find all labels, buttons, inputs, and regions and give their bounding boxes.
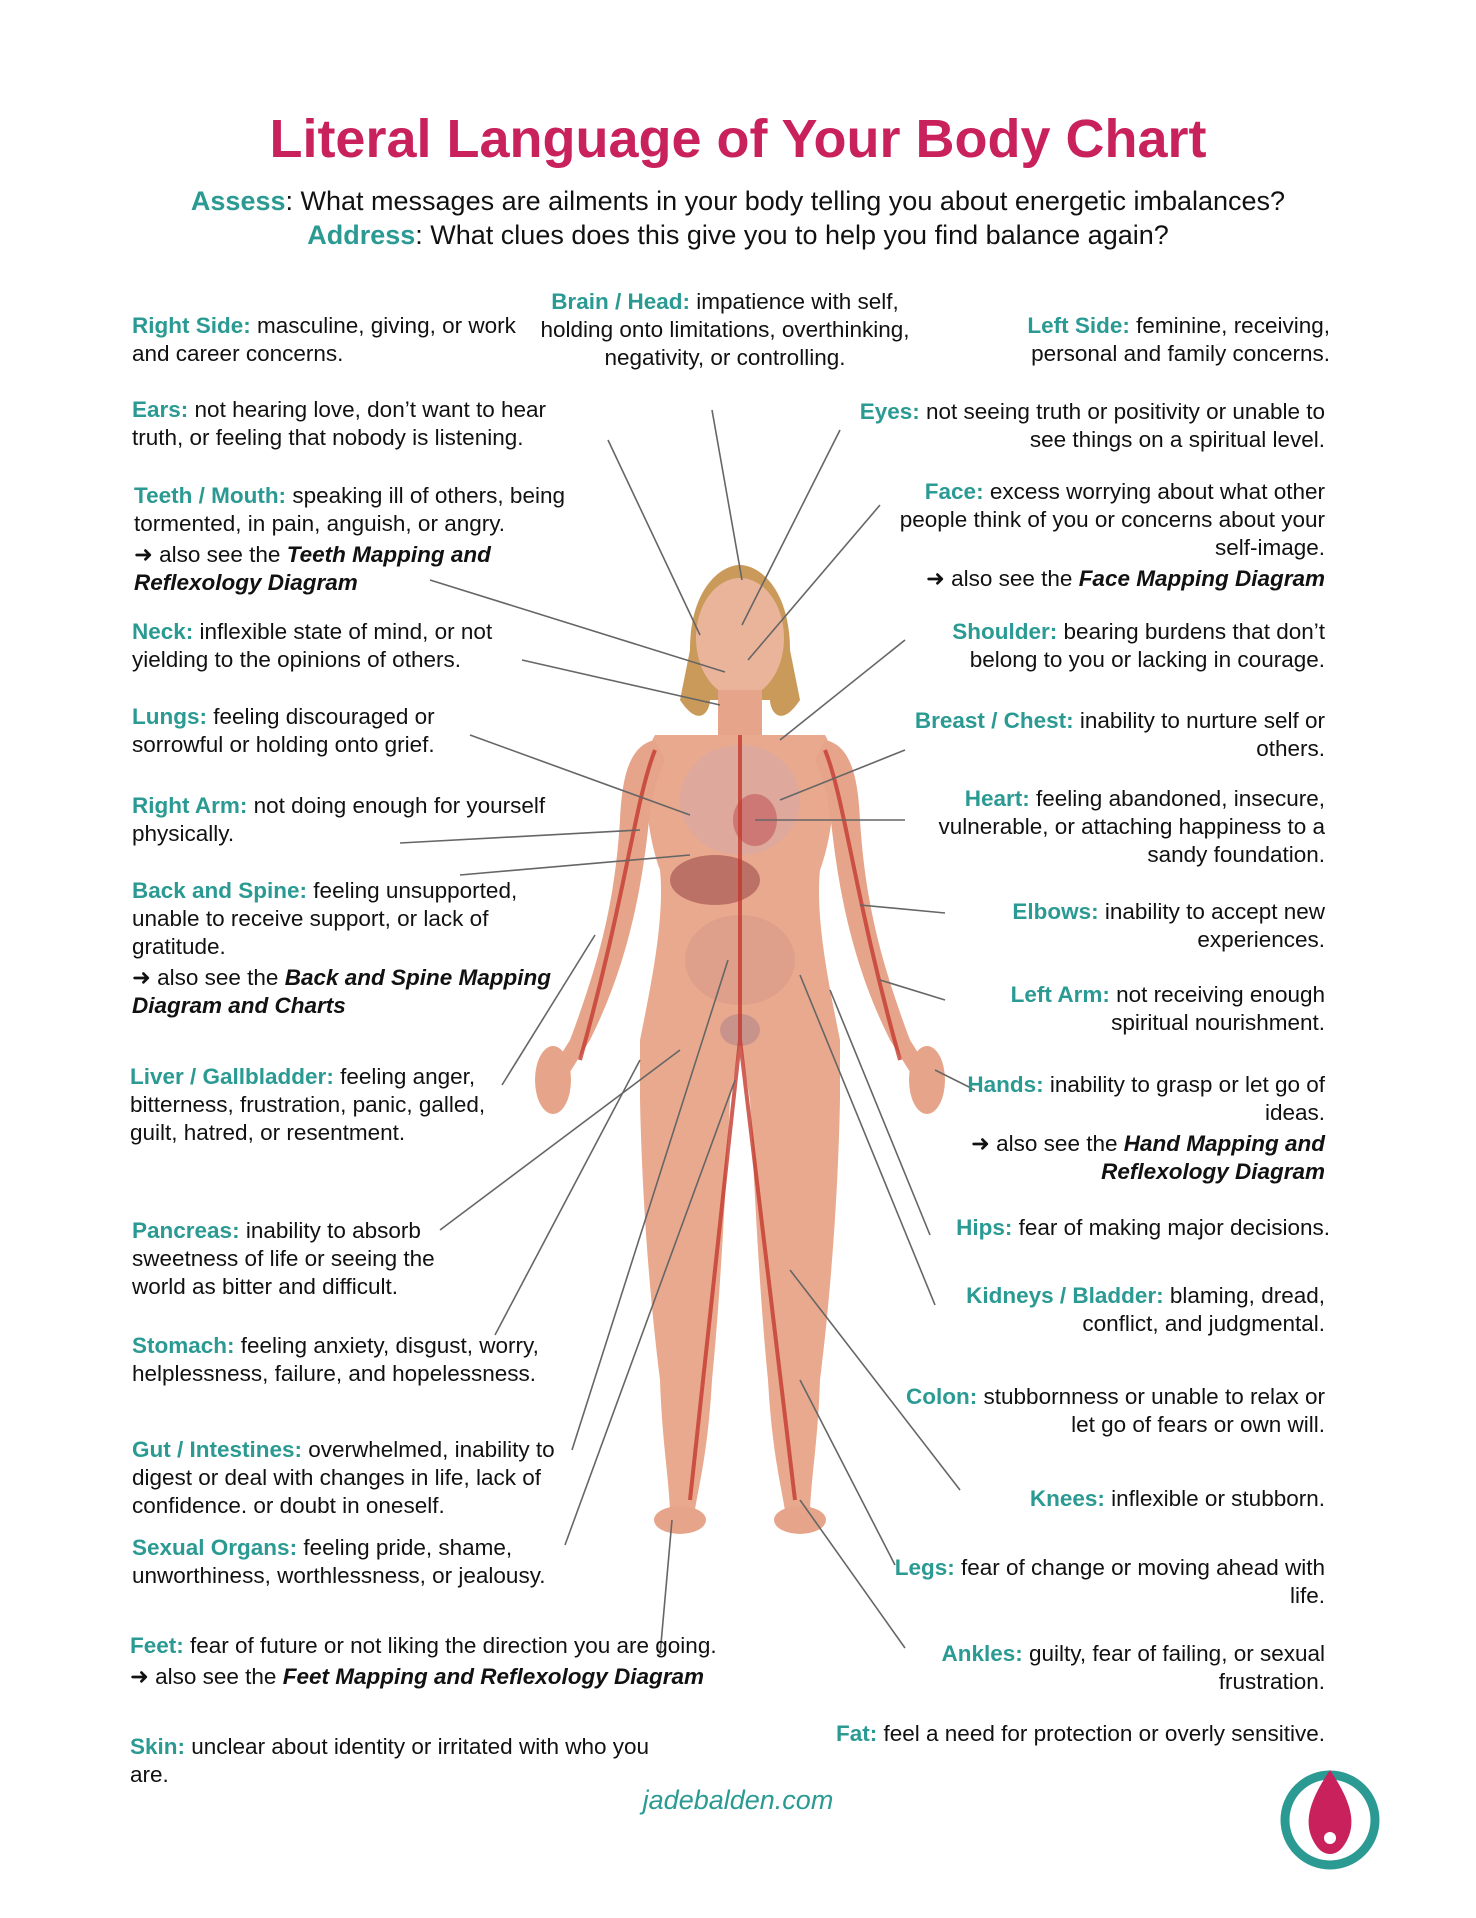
label-name: Kidneys / Bladder: bbox=[966, 1283, 1164, 1308]
page-title: Literal Language of Your Body Chart bbox=[269, 109, 1207, 169]
label-text: overwhelmed, inability to digest or deal with changes in life, lack of confidence. or doubt in oneself. bbox=[132, 1437, 555, 1518]
label-feet bbox=[130, 1632, 770, 1691]
label-text: not hearing love, don’t want to hear truth, or feeling that nobody is listening. bbox=[132, 397, 547, 450]
label-liver-gallbladder bbox=[130, 1063, 520, 1147]
label-hips bbox=[910, 1214, 1330, 1242]
label-name: Knees: bbox=[1029, 1486, 1105, 1511]
label-back-spine bbox=[132, 877, 572, 1020]
label-text: fear of change or moving ahead with life. bbox=[954, 1555, 1325, 1608]
label-eyes bbox=[820, 398, 1325, 454]
label-neck bbox=[132, 618, 552, 674]
label-text: feeling anxiety, disgust, worry, helplessness, failure, and hopelessness. bbox=[132, 1333, 539, 1386]
label-name: Back and Spine: bbox=[132, 878, 308, 903]
label-brain-head bbox=[515, 288, 935, 372]
label-text: inflexible or stubborn. bbox=[1104, 1486, 1325, 1511]
label-text: inflexible state of mind, or not yielding to the opinions of others. bbox=[132, 619, 493, 672]
label-right-arm bbox=[132, 792, 602, 848]
label-name: Right Side: bbox=[132, 313, 251, 338]
assess-text: : What messages are ailments in your body telling you about energetic imbalances? bbox=[285, 186, 1286, 216]
right-foot bbox=[654, 1506, 706, 1534]
label-name: Breast / Chest: bbox=[914, 708, 1074, 733]
label-pancreas bbox=[132, 1217, 472, 1301]
label-text: inability to absorb sweetness of life or seeing the world as bitter and difficult. bbox=[132, 1218, 435, 1299]
label-name: Elbows: bbox=[1012, 899, 1099, 924]
label-gut-intestines bbox=[132, 1436, 572, 1520]
label-text: feminine, receiving, personal and family concerns. bbox=[1031, 313, 1330, 366]
label-name: Fat: bbox=[836, 1721, 878, 1746]
left-leg bbox=[740, 1040, 840, 1510]
label-kidneys-bladder bbox=[940, 1282, 1325, 1338]
label-text: not doing enough for yourself physically. bbox=[132, 793, 546, 846]
feet-see-also[interactable]: ➜ also see the Feet Mapping and Reflexology Diagram bbox=[130, 1664, 705, 1689]
label-text: inability to nurture self or others. bbox=[1073, 708, 1325, 761]
label-name: Feet: bbox=[130, 1633, 184, 1658]
label-text: feeling unsupported, unable to receive support, or lack of gratitude. bbox=[132, 878, 518, 959]
label-right-side bbox=[132, 312, 522, 368]
right-leg bbox=[640, 1040, 740, 1510]
label-name: Gut / Intestines: bbox=[132, 1437, 303, 1462]
label-text: speaking ill of others, being tormented, in pain, anguish, or angry. bbox=[134, 483, 565, 536]
hands-see-also[interactable]: ➜ also see the Hand Mapping and Reflexology Diagram bbox=[971, 1131, 1325, 1184]
label-text: blaming, dread, conflict, and judgmental. bbox=[1082, 1283, 1325, 1336]
label-name: Right Arm: bbox=[132, 793, 248, 818]
hands-diagram-link[interactable]: Hand Mapping and Reflexology Diagram bbox=[1101, 1131, 1325, 1184]
label-legs bbox=[860, 1554, 1325, 1610]
label-name: Stomach: bbox=[132, 1333, 235, 1358]
label-name: Liver / Gallbladder: bbox=[130, 1064, 334, 1089]
label-name: Left Arm: bbox=[1010, 982, 1110, 1007]
label-text: feeling pride, shame, unworthiness, worthlessness, or jealousy. bbox=[132, 1535, 546, 1588]
label-text: inability to grasp or let go of ideas. bbox=[1043, 1072, 1325, 1125]
label-name: Sexual Organs: bbox=[132, 1535, 298, 1560]
label-heart bbox=[900, 785, 1325, 869]
label-text: fear of making major decisions. bbox=[1012, 1215, 1330, 1240]
label-sexual-organs bbox=[132, 1534, 592, 1590]
label-text: feel a need for protection or overly sensitive. bbox=[877, 1721, 1325, 1746]
label-name: Face: bbox=[924, 479, 984, 504]
head bbox=[696, 578, 784, 698]
label-text: guilty, fear of failing, or sexual frustration. bbox=[1022, 1641, 1325, 1694]
label-left-arm bbox=[985, 981, 1325, 1037]
label-knees bbox=[985, 1485, 1325, 1513]
label-ears bbox=[132, 396, 592, 452]
arteries bbox=[580, 735, 900, 1500]
neck bbox=[718, 690, 762, 735]
label-hands bbox=[965, 1071, 1325, 1186]
label-face bbox=[860, 478, 1325, 593]
label-text: unclear about identity or irritated with who you are. bbox=[130, 1734, 650, 1787]
label-elbows bbox=[985, 898, 1325, 954]
label-fat bbox=[790, 1720, 1325, 1748]
liver-organ bbox=[670, 855, 760, 905]
teeth-see-also[interactable]: ➜ also see the Teeth Mapping and Reflexology Diagram bbox=[134, 542, 491, 595]
body-figure bbox=[535, 565, 945, 1534]
label-name: Eyes: bbox=[859, 399, 920, 424]
face-diagram-link[interactable]: Face Mapping Diagram bbox=[1078, 566, 1325, 591]
label-teeth-mouth bbox=[134, 482, 614, 597]
label-text: excess worrying about what other people think of you or concerns about your self-image. bbox=[899, 479, 1325, 560]
label-text: masculine, giving, or work and career concerns. bbox=[132, 313, 516, 366]
label-breast-chest bbox=[885, 707, 1325, 763]
address-key: Address bbox=[307, 220, 416, 250]
label-name: Heart: bbox=[964, 786, 1030, 811]
address-text: : What clues does this give you to help you find balance again? bbox=[415, 220, 1169, 250]
left-hand bbox=[909, 1046, 945, 1114]
face-see-also[interactable]: ➜ also see the Face Mapping Diagram bbox=[925, 566, 1325, 591]
label-stomach bbox=[132, 1332, 592, 1388]
label-name: Hips: bbox=[956, 1215, 1013, 1240]
label-name: Skin: bbox=[130, 1734, 186, 1759]
label-lungs bbox=[132, 703, 492, 759]
label-name: Colon: bbox=[906, 1384, 978, 1409]
label-ankles bbox=[905, 1640, 1325, 1696]
label-name: Ankles: bbox=[941, 1641, 1023, 1666]
label-text: feeling abandoned, insecure, vulnerable, or attaching happiness to a sandy foundation. bbox=[938, 786, 1325, 867]
feet-diagram-link[interactable]: Feet Mapping and Reflexology Diagram bbox=[282, 1664, 705, 1689]
label-name: Neck: bbox=[132, 619, 194, 644]
label-name: Pancreas: bbox=[132, 1218, 240, 1243]
label-name: Brain / Head: bbox=[551, 289, 690, 314]
site-link[interactable]: jadebalden.com bbox=[642, 1785, 834, 1815]
label-text: bearing burdens that don’t belong to you or lacking in courage. bbox=[969, 619, 1325, 672]
right-hand bbox=[535, 1046, 571, 1114]
assess-key: Assess bbox=[190, 186, 286, 216]
label-name: Shoulder: bbox=[952, 619, 1058, 644]
label-text: feeling discouraged or sorrowful or holding onto grief. bbox=[132, 704, 435, 757]
label-name: Hands: bbox=[967, 1072, 1044, 1097]
label-name: Teeth / Mouth: bbox=[134, 483, 287, 508]
label-colon bbox=[890, 1383, 1325, 1439]
label-text: stubbornness or unable to relax or let go of fears or own will. bbox=[977, 1384, 1325, 1437]
label-text: not seeing truth or positivity or unable to see things on a spiritual level. bbox=[919, 399, 1325, 452]
label-name: Ears: bbox=[132, 397, 189, 422]
label-shoulder bbox=[915, 618, 1325, 674]
label-name: Lungs: bbox=[132, 704, 207, 729]
label-text: feeling anger, bitterness, frustration, panic, galled, guilt, hatred, or resentment. bbox=[130, 1064, 486, 1145]
label-name: Legs: bbox=[894, 1555, 955, 1580]
back-diagram-link[interactable]: Back and Spine Mapping Diagram and Charts bbox=[132, 965, 551, 1018]
label-text: fear of future or not liking the direction you are going. bbox=[183, 1633, 717, 1658]
left-foot bbox=[774, 1506, 826, 1534]
label-left-side bbox=[990, 312, 1330, 368]
teeth-diagram-link[interactable]: Teeth Mapping and Reflexology Diagram bbox=[134, 542, 491, 595]
label-skin bbox=[130, 1733, 660, 1789]
label-name: Left Side: bbox=[1027, 313, 1130, 338]
label-text: not receiving enough spiritual nourishment. bbox=[1109, 982, 1325, 1035]
label-text: impatience with self, holding onto limitations, overthinking, negativity, or controlling. bbox=[540, 289, 910, 370]
label-text: inability to accept new experiences. bbox=[1098, 899, 1325, 952]
back-see-also[interactable]: ➜ also see the Back and Spine Mapping Diagram and Charts bbox=[132, 965, 551, 1018]
